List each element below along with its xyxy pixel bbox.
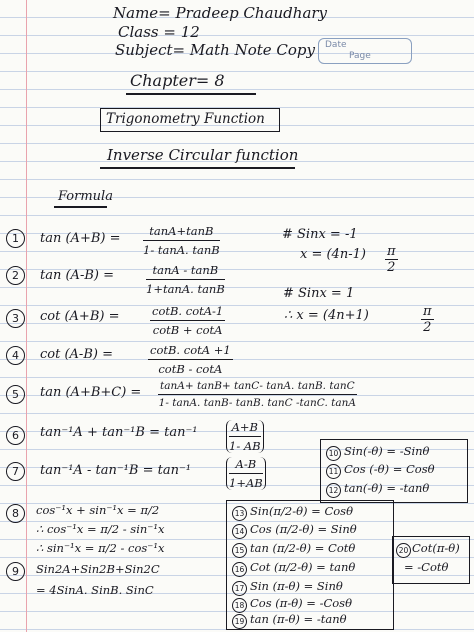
identity-text: tan (π/2-θ) = Cotθ <box>250 541 356 555</box>
identity-number: 10 <box>326 446 341 461</box>
identity-number: 20 <box>396 543 411 558</box>
identity-text: Sin(π/2-θ) = Cosθ <box>250 504 353 518</box>
formula-line: cos⁻¹x + sin⁻¹x = π/2 <box>36 503 160 517</box>
formula-fraction <box>146 263 225 296</box>
date-label: Date <box>325 40 347 50</box>
formula-line: = 4SinA. SinB. SinC <box>36 583 154 597</box>
student-name: Name= Pradeep Chaudhary <box>113 4 328 22</box>
fraction-denominator: 1+tanA. tanB <box>146 282 225 296</box>
identity-text: Sin (π-θ) = Sinθ <box>250 579 343 593</box>
identity-number: 17 <box>232 581 247 596</box>
formula-lhs: tan⁻¹A + tan⁻¹B = tan⁻¹ <box>40 425 198 440</box>
formula-number: 4 <box>6 346 25 365</box>
identity-number: 15 <box>232 543 247 558</box>
chapter-underline <box>126 93 256 95</box>
date-page-box <box>318 38 412 64</box>
side-note-fraction <box>421 304 434 335</box>
fraction-denominator: 1- AB <box>229 439 261 453</box>
fraction-numerator: tanA+tanB <box>143 224 220 241</box>
fraction-denominator: 1- tanA. tanB- tanB. tanC -tanC. tanA <box>158 397 356 409</box>
formula-fraction <box>226 420 264 453</box>
formula-number: 3 <box>6 309 25 328</box>
identity-text: Cos (-θ) = Cosθ <box>344 462 435 476</box>
identity-text: Sin(-θ) = -Sinθ <box>344 444 430 458</box>
formula-lhs: tan (A-B) = <box>40 268 114 283</box>
formula-line: ∴ sin⁻¹x = π/2 - cos⁻¹x <box>36 541 165 555</box>
fraction-numerator: A+B <box>229 420 261 437</box>
identity-number: 14 <box>232 524 247 539</box>
fraction-denominator: 1+AB <box>229 476 263 490</box>
formula-heading: Formula <box>58 189 113 204</box>
identity-text: Cos (π-θ) = -Cosθ <box>250 596 353 610</box>
fraction-numerator: π <box>387 244 396 259</box>
subject-line: Subject= Math Note Copy <box>115 41 316 59</box>
identity-number: 18 <box>232 598 247 613</box>
formula-number: 8 <box>6 504 25 523</box>
formula-number: 7 <box>6 462 25 481</box>
fraction-denominator: 1- tanA. tanB <box>143 243 220 257</box>
side-note-line: ∴ x = (4n+1) <box>284 308 369 323</box>
identity-text: tan(-θ) = -tanθ <box>344 481 430 495</box>
formula-lhs: tan (A+B+C) = <box>40 385 142 400</box>
identity-number: 12 <box>326 483 341 498</box>
fraction-numerator: π <box>423 304 432 319</box>
formula-number: 2 <box>6 266 25 285</box>
fraction-denominator: cotB - cotA <box>158 362 223 376</box>
formula-lhs: tan⁻¹A - tan⁻¹B = tan⁻¹ <box>40 463 192 478</box>
subtopic-title: Inverse Circular function <box>107 146 299 164</box>
side-note-line: # Sinx = 1 <box>283 286 355 301</box>
formula-fraction <box>158 380 357 409</box>
formula-lhs: cot (A-B) = <box>40 347 113 362</box>
formula-lhs: tan (A+B) = <box>40 231 121 246</box>
identity-number: 13 <box>232 506 247 521</box>
formula-lhs: cot (A+B) = <box>40 309 120 324</box>
fraction-numerator: cotB. cotA +1 <box>148 343 233 360</box>
formula-number: 5 <box>6 385 25 404</box>
page-label: Page <box>349 51 371 61</box>
side-note-fraction <box>385 244 398 275</box>
identity-text: Cot(π-θ) <box>412 541 460 555</box>
formula-line: ∴ cos⁻¹x = π/2 - sin⁻¹x <box>36 522 165 536</box>
chapter-title: Chapter= 8 <box>130 71 225 90</box>
side-note-line: x = (4n-1) <box>300 247 366 262</box>
fraction-denominator: cotB + cotA <box>152 323 223 337</box>
formula-number: 1 <box>6 229 25 248</box>
formula-fraction <box>143 224 220 257</box>
identity-number: 11 <box>326 464 341 479</box>
fraction-numerator: tanA - tanB <box>146 263 225 280</box>
formula-line: Sin2A+Sin2B+Sin2C <box>36 562 160 576</box>
formula-fraction <box>148 343 233 376</box>
formula-fraction <box>150 304 225 337</box>
identity-number: 16 <box>232 562 247 577</box>
class-line: Class = 12 <box>118 23 200 41</box>
fraction-numerator: cotB. cotA-1 <box>150 304 225 321</box>
fraction-denominator: 2 <box>423 320 432 335</box>
subtopic-underline <box>100 167 295 169</box>
formula-number: 9 <box>6 562 25 581</box>
fraction-numerator: tanA+ tanB+ tanC- tanA. tanB. tanC <box>158 380 357 395</box>
identity-text: = -Cotθ <box>404 560 449 574</box>
fraction-denominator: 2 <box>387 260 396 275</box>
formula-underline <box>54 206 107 208</box>
fraction-numerator: A-B <box>229 457 263 474</box>
side-note-line: # Sinx = -1 <box>282 227 358 242</box>
identity-text: tan (π-θ) = -tanθ <box>250 612 347 626</box>
formula-fraction <box>226 457 266 490</box>
topic-title: Trigonometry Function <box>106 111 265 127</box>
identity-number: 19 <box>232 614 247 629</box>
formula-number: 6 <box>6 426 25 445</box>
identity-text: Cos (π/2-θ) = Sinθ <box>250 522 357 536</box>
identity-text: Cot (π/2-θ) = tanθ <box>250 560 356 574</box>
